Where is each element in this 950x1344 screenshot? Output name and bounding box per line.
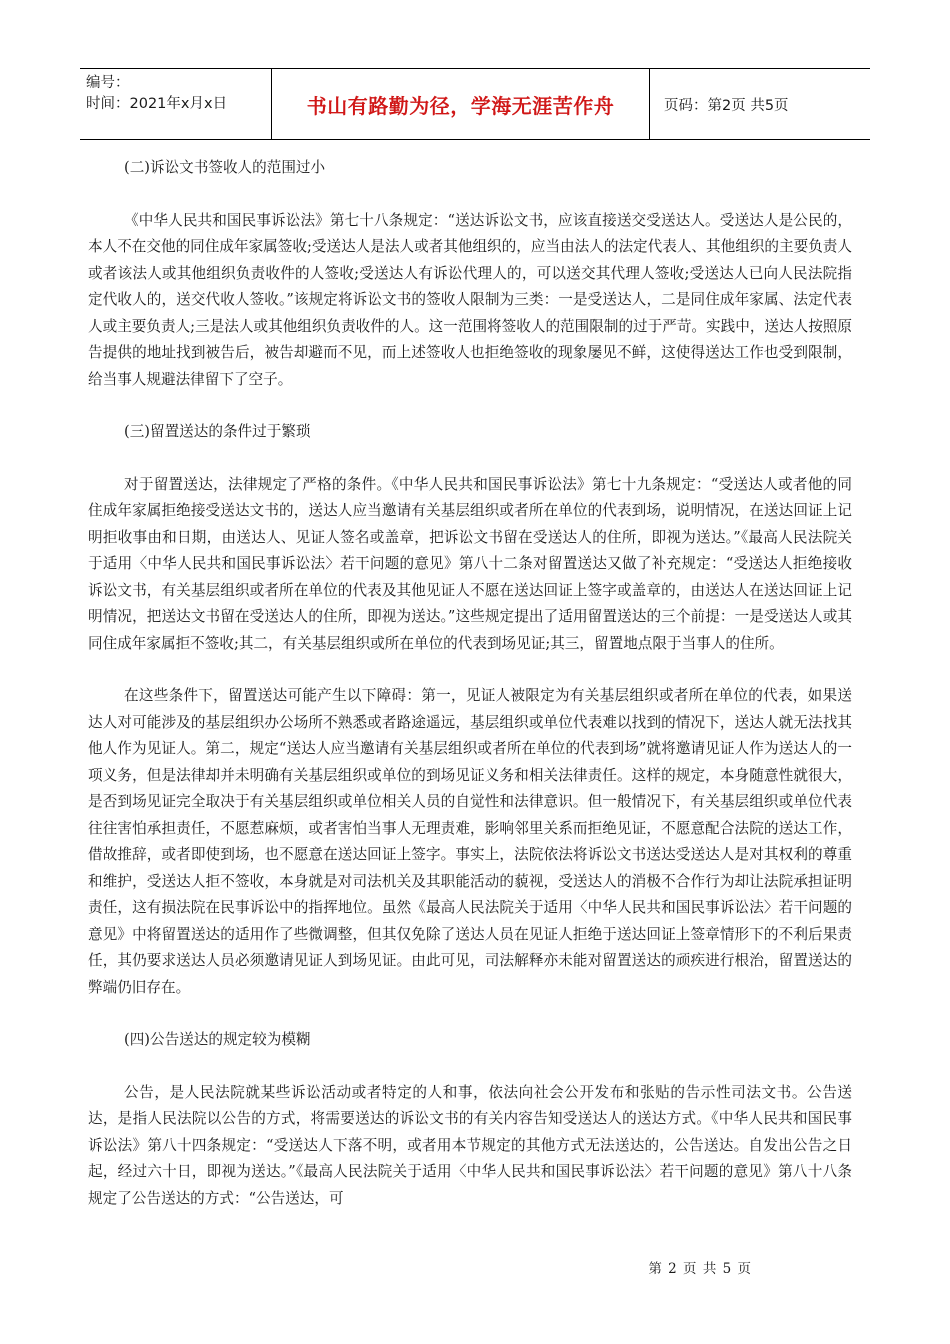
document-time-label: 时间：2021年x月x日	[86, 96, 228, 112]
header-page-info	[650, 69, 870, 139]
paragraph-3: 对于留置送达，法律规定了严格的条件。《中华人民共和国民事诉讼法》第七十九条规定：“受送达人或者他的同住成年家属拒绝接受送达文书的，送达人应当邀请有关基层组织或者所在单位的代表到场，说明情况，在送达回证上记明拒收事由和日期，由送达人、见证人签名或盖章，把诉讼文书留在受送达人的住所，即视为送达。”《最高人民法院关于适用〈中华人民共和国民事诉讼法〉若干问题的意见》第八十二条对留置送达又做了补充规定：“受送达人拒绝接收诉讼文书，有关基层组织或者所在单位的代表及其他见证人不愿在送达回证上签字或盖章的，由送达人在送达回证上记明情况，把送达文书留在受送达人的住所，即视为送达。”这些规定提出了适用留置送达的三个前提：一是受送达人或其同住成年家属拒不签收;其二，有关基层组织或所在单位的代表到场见证;其三，留置地点限于当事人的住所。	[88, 475, 852, 652]
document-header	[80, 68, 870, 140]
section-heading-3: (三)留置送达的条件过于繁琐	[124, 423, 311, 440]
footer-page-number: 第 2 页 共 5 页	[648, 1261, 752, 1277]
section-heading-2: (二)诉讼文书签收人的范围过小	[124, 159, 326, 176]
header-meta-cell	[80, 69, 272, 139]
page-info-text: 页码：第2页 共5页	[664, 97, 789, 114]
paragraph-2: 《中华人民共和国民事诉讼法》第七十八条规定：“送达诉讼文书，应该直接送交受送达人。受送达人是公民的，本人不在交他的同住成年家属签收;受送达人是法人或者其他组织的，应当由法人的法定代表人、其他组织的主要负责人或者该法人或其他组织负责收件的人签收;受送达人有诉讼代理人的，可以送交其代理人签收;受送达人已向人民法院指定代收人的，送交代收人签收。”该规定将诉讼文书的签收人限制为三类：一是受送达人，二是同住成年家属、法定代表人或主要负责人;三是法人或其他组织负责收件的人。这一范围将签收人的范围限制的过于严苛。实践中，送达人按照原告提供的地址找到被告后，被告却避而不见，而上述签收人也拒绝签收的现象屡见不鲜，这使得送达工作也受到限制，给当事人规避法律留下了空子。	[88, 211, 852, 388]
motto-text: 书山有路勤为径，学海无涯苦作舟	[306, 93, 615, 118]
section-heading-4: (四)公告送达的规定较为模糊	[124, 1031, 311, 1048]
paragraph-4: 在这些条件下，留置送达可能产生以下障碍：第一，见证人被限定为有关基层组织或者所在单位的代表，如果送达人对可能涉及的基层组织办公场所不熟悉或者路途遥远，基层组织或单位代表难以找到的情况下，送达人就无法找其他人作为见证人。第二，规定“送达人应当邀请有关基层组织或者所在单位的代表到场”就将邀请见证人作为送达人的一项义务，但是法律却并未明确有关基层组织或单位的到场见证义务和相关法律责任。这样的规定，本身随意性就很大，是否到场见证完全取决于有关基层组织或单位相关人员的自觉性和法律意识。但一般情况下，有关基层组织或单位代表往往害怕承担责任，不愿惹麻烦，或者害怕当事人无理责难，影响邻里关系而拒绝见证，不愿意配合法院的送达工作，借故推辞，或者即使到场，也不愿意在送达回证上签字。事实上，法院依法将诉讼文书送达受送达人是对其权利的尊重和维护，受送达人拒不签收，本身就是对司法机关及其职能活动的藐视，受送达人的消极不合作行为却让法院承担证明责任，这有损法院在民事诉讼中的指挥地位。虽然《最高人民法院关于适用〈中华人民共和国民事诉讼法〉若干问题的意见》中将留置送达的适用作了些微调整，但其仅免除了送达人员在见证人拒绝于送达回证上签章情形下的不利后果责任，其仍要求送达人员必须邀请见证人到场见证。由此可见，司法解释亦未能对留置送达的顽疾进行根治，留置送达的弊端仍旧存在。	[88, 687, 852, 996]
paragraph-5: 公告，是人民法院就某些诉讼活动或者特定的人和事，依法向社会公开发布和张贴的告示性司法文书。公告送达，是指人民法院以公告的方式，将需要送达的诉讼文书的有关内容告知受送达人的送达方式。《中华人民共和国民事诉讼法》第八十四条规定：“受送达人下落不明，或者用本节规定的其他方式无法送达的，公告送达。自发出公告之日起，经过六十日，即视为送达。”《最高人民法院关于适用〈中华人民共和国民事诉讼法〉若干问题的意见》第八十八条规定了公告送达的方式：“公告送达，可	[88, 1083, 852, 1207]
document-body	[88, 155, 852, 1238]
header-motto	[272, 69, 650, 139]
document-number-label: 编号：	[86, 75, 130, 91]
page-footer	[0, 1257, 752, 1277]
